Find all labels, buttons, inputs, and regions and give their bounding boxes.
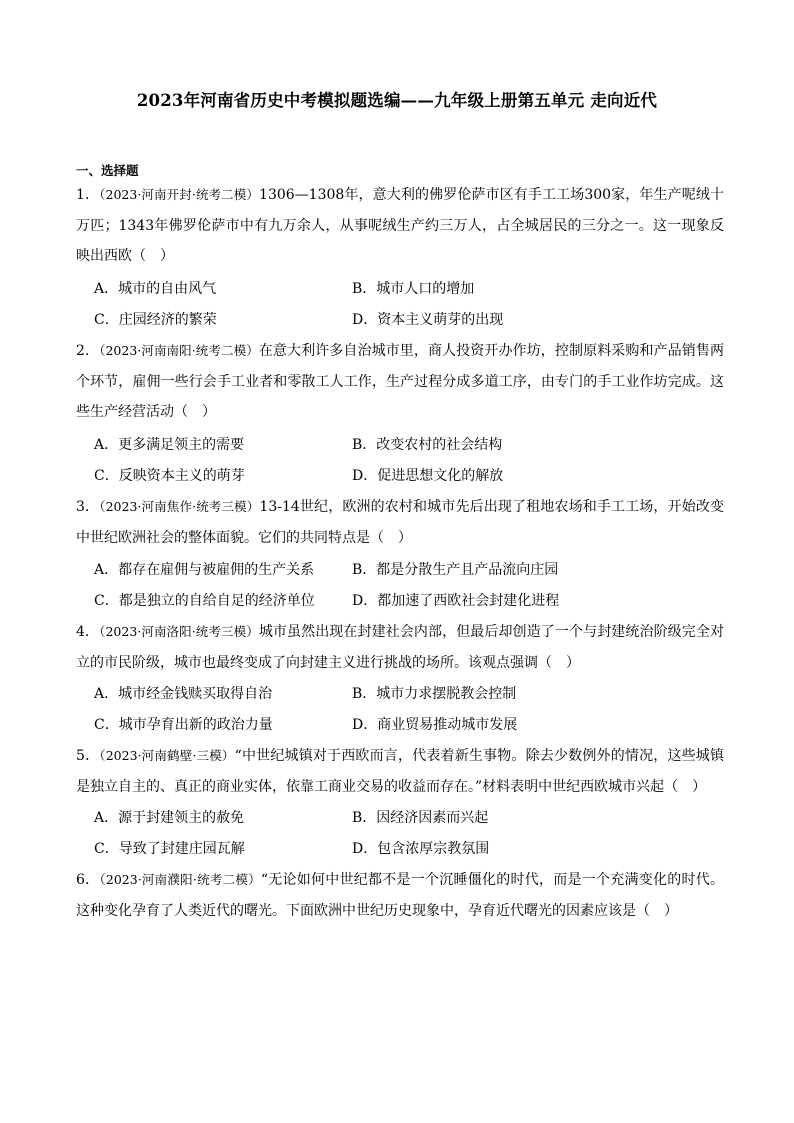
question-2 — [76, 336, 724, 428]
option-b[interactable]: B．城市力求摆脱教会控制 — [352, 686, 517, 702]
question-number: 5． — [76, 748, 100, 764]
question-source: （2023·河南洛阳·统考三模） — [99, 624, 259, 639]
question-6 — [76, 865, 724, 926]
option-d[interactable]: D．促进思想文化的解放 — [352, 468, 504, 484]
document-title: 2023年河南省历史中考模拟题选编——九年级上册第五单元 走向近代 — [136, 91, 658, 110]
option-a[interactable]: A．都存在雇佣与被雇佣的生产关系 — [94, 562, 315, 578]
question-1-options — [94, 274, 724, 336]
option-b[interactable]: B．都是分散生产且产品流向庄园 — [352, 562, 559, 578]
question-stem: 1306—1308年，意大利的佛罗伦萨市区有手工工场300家，年生产呢绒十万匹；1343年佛罗伦萨市中有九万余人，从事呢绒生产约三万人，占全城居民的三分之一。这一现象反映出西欧（ ） — [76, 187, 724, 264]
option-a[interactable]: A．城市的自由风气 — [94, 281, 217, 297]
question-4-options — [94, 679, 724, 741]
option-c[interactable]: C．反映资本主义的萌芽 — [94, 468, 245, 484]
section-heading: 一、选择题 — [76, 163, 139, 178]
option-d[interactable]: D．资本主义萌芽的出现 — [352, 312, 504, 328]
option-c[interactable]: C．都是独立的自给自足的经济单位 — [94, 593, 315, 609]
question-source: （2023·河南焦作·统考三模） — [99, 499, 260, 514]
question-number: 6． — [76, 872, 100, 888]
question-number: 4． — [76, 624, 100, 640]
question-5-options — [94, 803, 724, 865]
question-3 — [76, 492, 724, 553]
option-d[interactable]: D．商业贸易推动城市发展 — [352, 717, 518, 733]
option-a[interactable]: A．更多满足领主的需要 — [94, 437, 245, 453]
option-c[interactable]: C．导致了封建庄园瓦解 — [94, 841, 245, 857]
question-source: （2023·河南开封·统考二模） — [99, 187, 260, 202]
option-b[interactable]: B．城市人口的增加 — [352, 281, 475, 297]
question-stem: 城市虽然出现在封建社会内部，但最后却创造了一个与封建统治阶级完全对立的市民阶级，城市也最终变成了向封建主义进行挑战的场所。该观点强调（ ） — [76, 624, 724, 671]
question-number: 3． — [76, 499, 100, 515]
question-stem: “无论如何中世纪都不是一个沉睡僵化的时代，而是一个充满变化的时代。这种变化孕育了人类近代的曙光。下面欧洲中世纪历史现象中，孕育近代曙光的因素应该是（ ） — [76, 872, 724, 919]
question-number: 1． — [76, 187, 100, 203]
option-d[interactable]: D．都加速了西欧社会封建化进程 — [352, 593, 560, 609]
option-c[interactable]: C．庄园经济的繁荣 — [94, 312, 217, 328]
question-3-options — [94, 555, 724, 617]
question-stem: “中世纪城镇对于西欧而言，代表着新生事物。除去少数例外的情况，这些城镇是独立自主的、真正的商业实体，依靠工商业交易的收益而存在。”材料表明中世纪西欧城市兴起（ ） — [76, 748, 724, 795]
question-5 — [76, 741, 724, 802]
option-b[interactable]: B．因经济因素而兴起 — [352, 810, 489, 826]
question-stem: 13-14世纪，欧洲的农村和城市先后出现了租地农场和手工工场，开始改变中世纪欧洲社会的整体面貌。它们的共同特点是（ ） — [76, 499, 724, 546]
question-source: （2023·河南南阳·统考二模） — [99, 343, 259, 358]
question-source: （2023·河南濮阳·统考二模） — [99, 872, 261, 887]
question-2-options — [94, 430, 724, 492]
question-1 — [76, 180, 724, 272]
option-a[interactable]: A．源于封建领主的赦免 — [94, 810, 245, 826]
option-d[interactable]: D．包含浓厚宗教氛围 — [352, 841, 490, 857]
question-4 — [76, 617, 724, 678]
option-c[interactable]: C．城市孕育出新的政治力量 — [94, 717, 273, 733]
option-b[interactable]: B．改变农村的社会结构 — [352, 437, 503, 453]
question-source: （2023·河南鹤壁·三模） — [99, 748, 235, 763]
question-number: 2． — [76, 343, 100, 359]
question-stem: 在意大利许多自治城市里，商人投资开办作坊，控制原料采购和产品销售两个环节，雇佣一些行会手工业者和零散工人工作，生产过程分成多道工序，由专门的手工业作坊完成。这些生产经营活动（ ） — [76, 343, 724, 420]
option-a[interactable]: A．城市经金钱赎买取得自治 — [94, 686, 273, 702]
